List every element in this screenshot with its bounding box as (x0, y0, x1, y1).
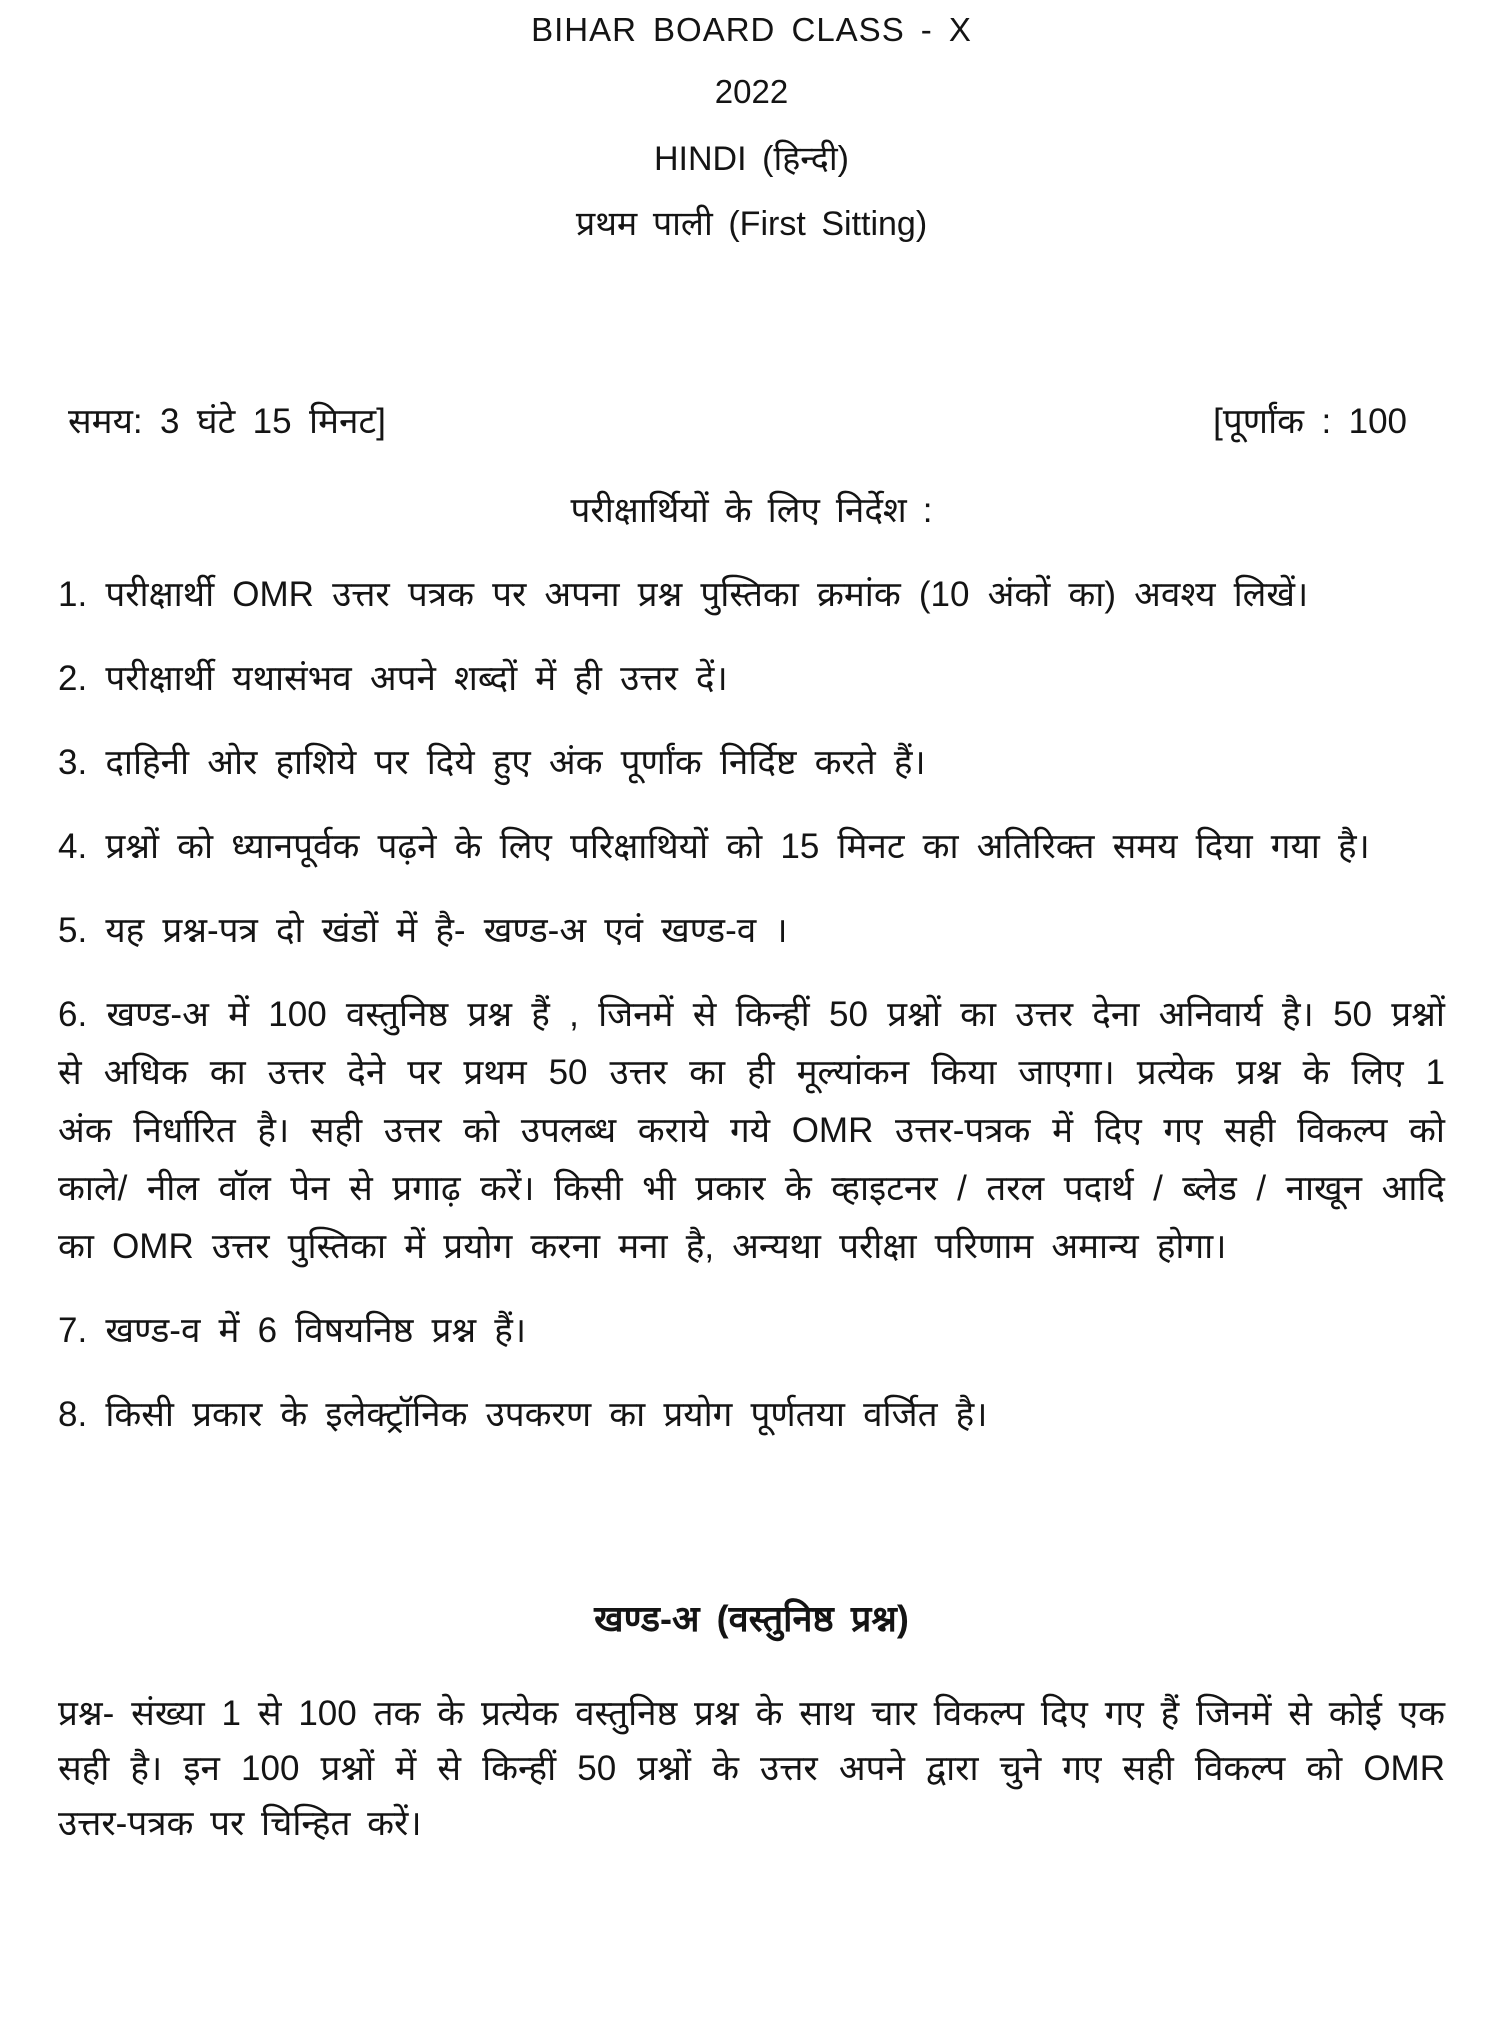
subject-title: HINDI (हिन्दी) (654, 140, 849, 178)
full-marks: [पूर्णांक : 100 (1213, 402, 1407, 441)
instruction-item-2: 2. परीक्षार्थी यथासंभव अपने शब्दों में ही उत्तर दें। (58, 659, 728, 698)
section-a-heading: खण्ड-अ (वस्तुनिष्ठ प्रश्न) (594, 1598, 909, 1639)
instruction-item-6: 6. खण्ड-अ में 100 वस्तुनिष्ठ प्रश्न हैं , जिनमें से किन्हीं 50 प्रश्नों का उत्तर देना अनिवार्य है। 50 प्रश्नों से अधिक का उत्तर देने पर प्रथम 50 उत्तर का ही मूल्यांकन किया जाएगा। प्रत्येक प्रश्न के लिए 1 अंक निर्धारित है। सही उत्तर को उपलब्ध कराये गये OMR उत्तर-पत्रक में दिए गए सही विकल्प को काले/ नील वॉल पेन से प्रगाढ़ करें। किसी भी प्रकार के व्हाइटनर / तरल पदार्थ / ब्लेड / नाखून आदि का OMR उत्तर पुस्तिका में प्रयोग करना मना है, अन्यथा परीक्षा परिणाम अमान्य होगा। (58, 995, 1445, 1266)
instructions-list (58, 566, 1445, 1444)
exam-year: 2022 (714, 73, 789, 110)
instruction-item-1: 1. परीक्षार्थी OMR उत्तर पत्रक पर अपना प्रश्न पुस्तिका क्रमांक (10 अंकों का) अवश्य लिखें। (58, 575, 1309, 614)
instruction-item-7: 7. खण्ड-व में 6 विषयनिष्ठ प्रश्न हैं। (58, 1311, 527, 1350)
time-allowed: समय: 3 घंटे 15 मिनट] (68, 402, 386, 441)
sitting-title: प्रथम पाली (First Sitting) (575, 205, 928, 243)
section-a-intro: प्रश्न- संख्या 1 से 100 तक के प्रत्येक वस्तुनिष्ठ प्रश्न के साथ चार विकल्प दिए गए हैं जिनमें से कोई एक सही है। इन 100 प्रश्नों में से किन्हीं 50 प्रश्नों के उत्तर अपने द्वारा चुने गए सही विकल्प को OMR उत्तर-पत्रक पर चिन्हित करें। (58, 1694, 1445, 1843)
board-title: BIHAR BOARD CLASS - X (531, 11, 972, 48)
time-marks-row (58, 398, 1445, 446)
instruction-item-4: 4. प्रश्नों को ध्यानपूर्वक पढ़ने के लिए परिक्षाथियों को 15 मिनट का अतिरिक्त समय दिया गया है। (58, 827, 1370, 866)
instructions-heading: परीक्षार्थियों के लिए निर्देश : (570, 491, 933, 530)
instruction-item-5: 5. यह प्रश्न-पत्र दो खंडों में है- खण्ड-अ एवं खण्ड-व । (58, 911, 788, 950)
instruction-item-3: 3. दाहिनी ओर हाशिये पर दिये हुए अंक पूर्णांक निर्दिष्ट करते हैं। (58, 743, 926, 782)
instruction-item-8: 8. किसी प्रकार के इलेक्ट्रॉनिक उपकरण का प्रयोग पूर्णतया वर्जित है। (58, 1395, 988, 1434)
